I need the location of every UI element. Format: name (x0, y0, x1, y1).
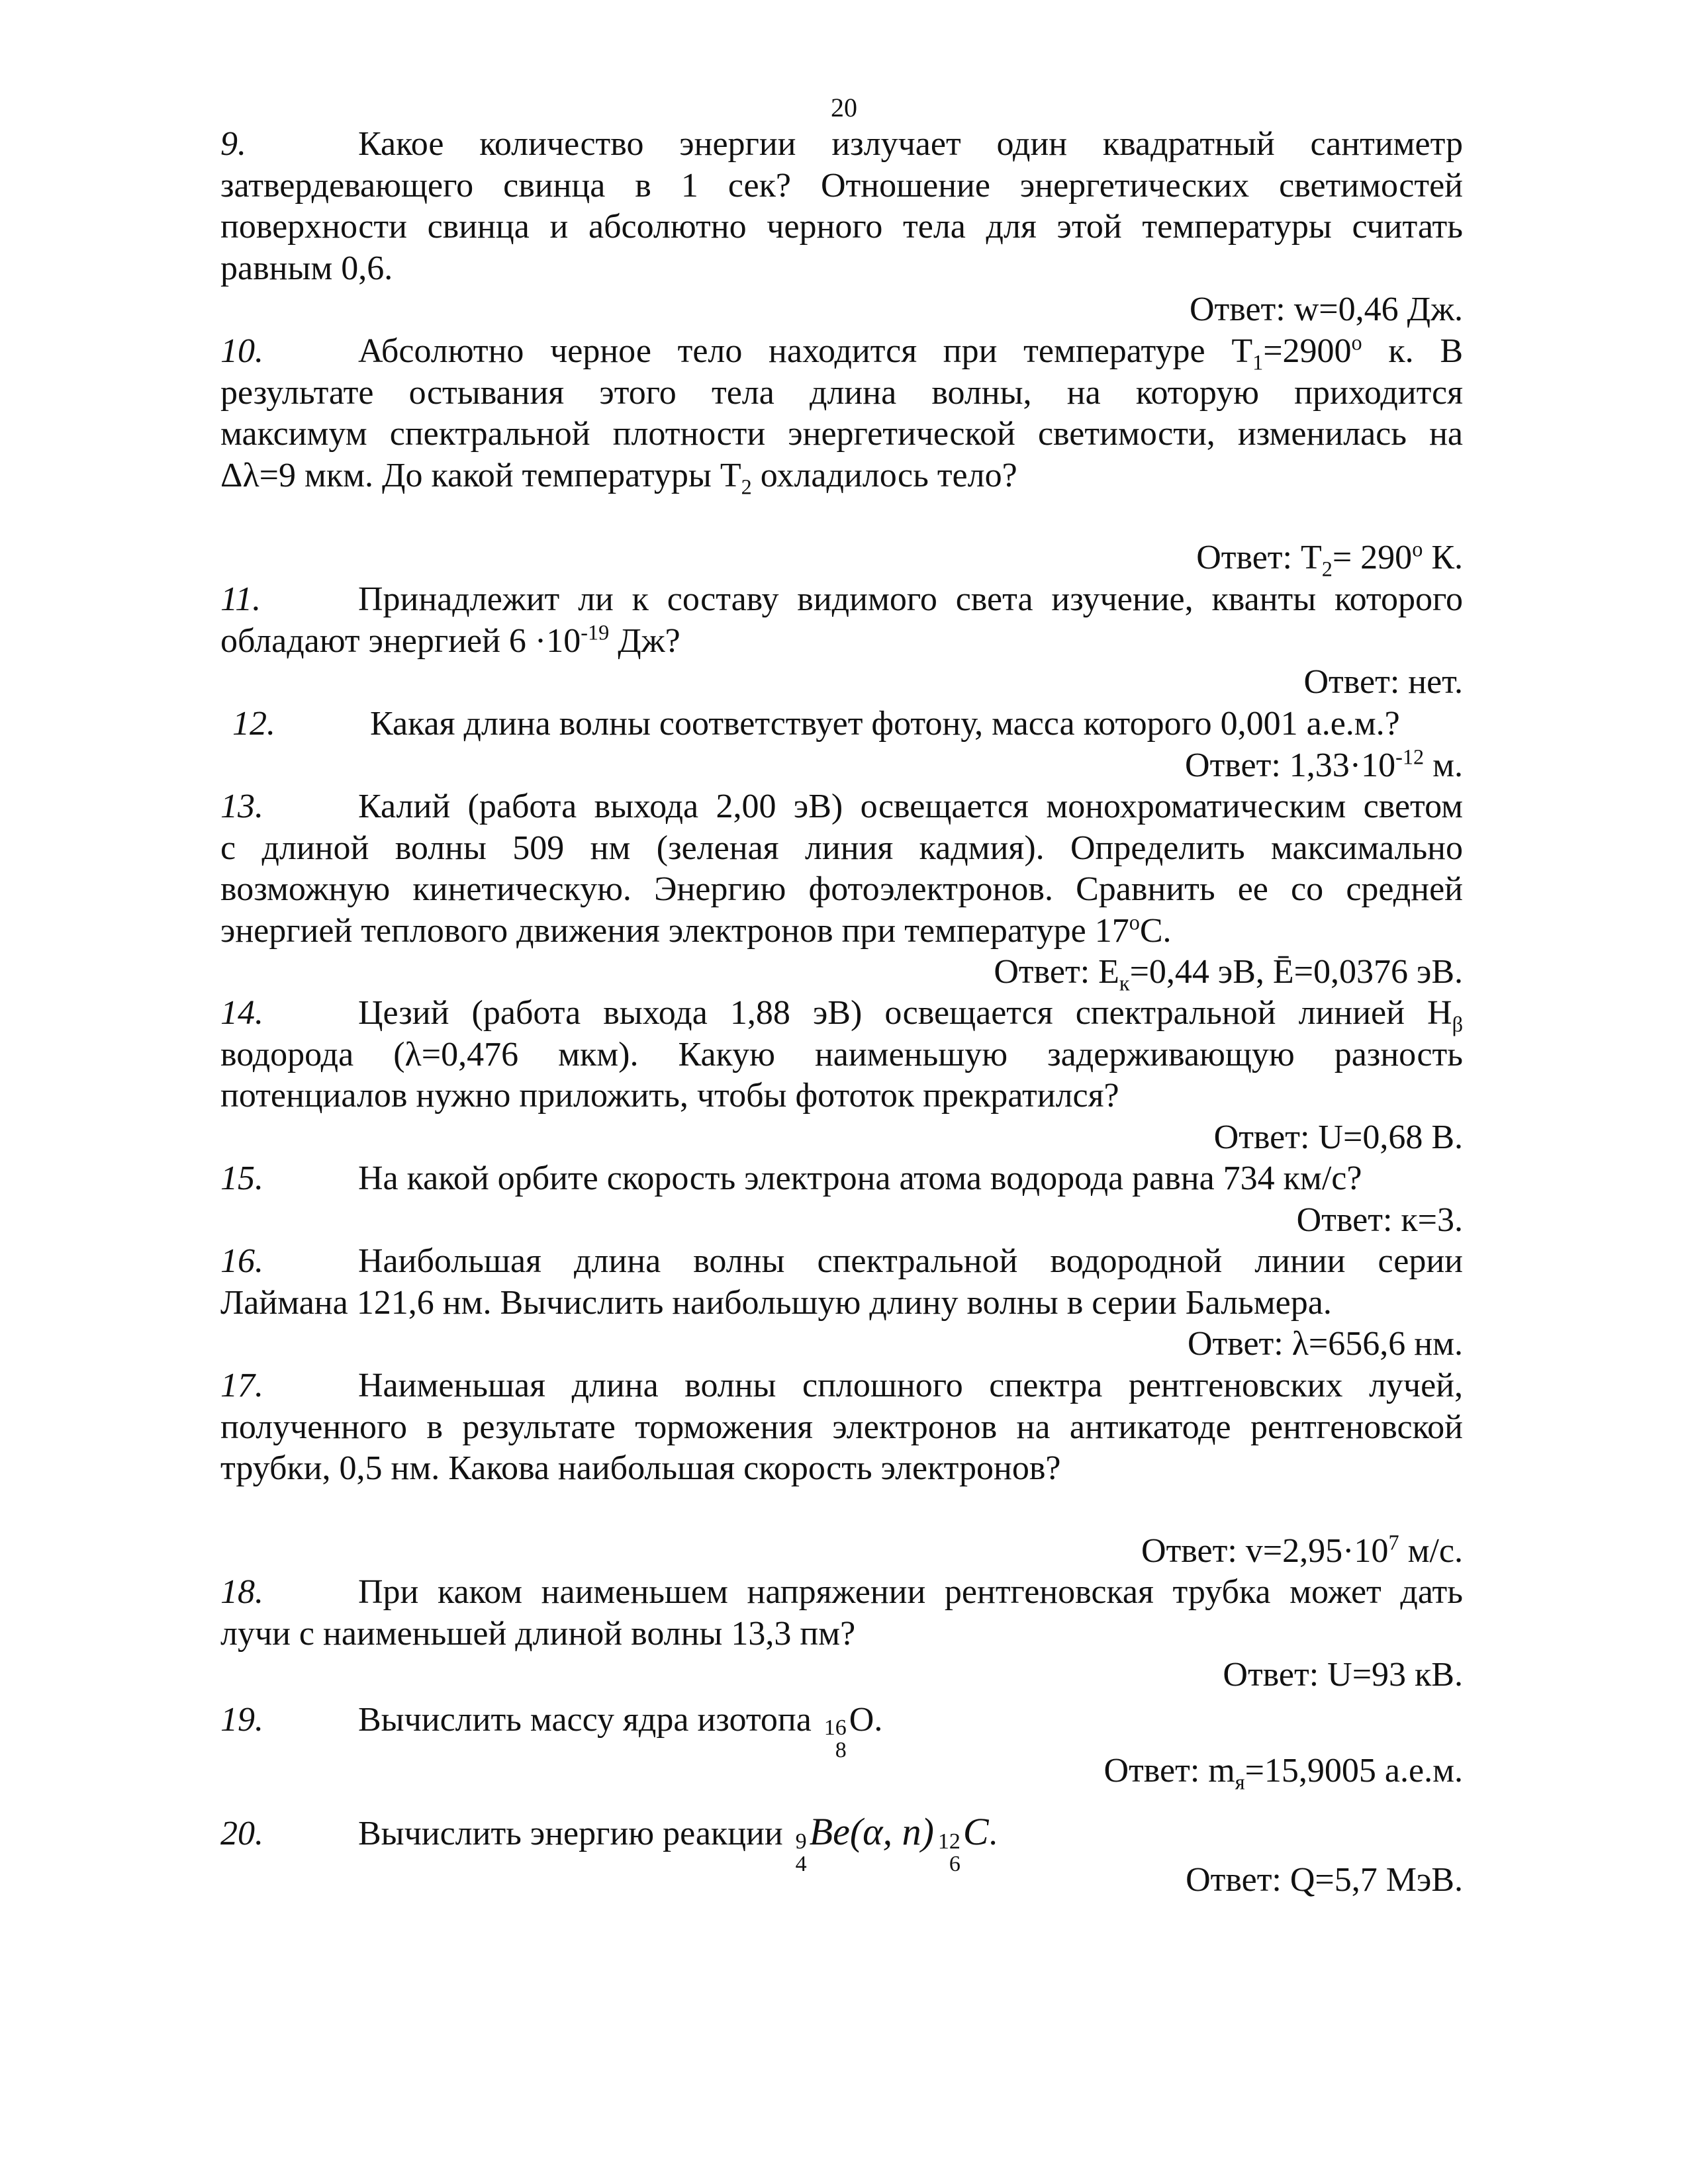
problem-text-line: 13. Калий (работа выхода 2,00 эВ) освещается монохроматическим светом (220, 786, 1463, 828)
problem-20 (220, 1811, 1463, 1901)
answer: Ответ: $v=2,95\cdot 10^7$ м/с. (1141, 1530, 1463, 1570)
problem-text-line: поверхности свинца и абсолютно черного тела для этой температуры считать (220, 208, 1463, 246)
problem-number: 12. (232, 705, 275, 743)
problem-text-line: энергией теплового движения электронов при температуре 17$^o$С. (220, 910, 1172, 950)
problem-number: 17. (220, 1367, 263, 1404)
problem-number: 18. (220, 1573, 263, 1611)
problem-18 (220, 1572, 1463, 1696)
answer: Ответ: нет. (1303, 663, 1463, 701)
problem-16 (220, 1241, 1463, 1365)
answer: Ответ: $1,33\cdot 10^{-12}$ м. (1185, 745, 1463, 784)
problem-text-line: трубки, 0,5 нм. Какова наибольшая скорость электронов? (220, 1449, 1061, 1487)
isotope-notation: 16 8 (823, 1715, 847, 1762)
answer: Ответ: U=0,68 В. (1213, 1118, 1463, 1156)
answer: Ответ: Q=5,7 МэВ. (1186, 1860, 1463, 1899)
nuclide-be: 9 4 (795, 1829, 807, 1876)
problem-text-line: 12. Какая длина волны соответствует фотону, масса которого 0,001 а.е.м.? (220, 704, 1463, 745)
problem-text-line: 17. Наименьшая длина волны сплошного спектра рентгеновских лучей, (220, 1365, 1463, 1407)
problem-text-line: обладают энергией $6 \cdot 10^{-19}$ Дж? (220, 620, 680, 660)
problem-number: 10. (220, 332, 263, 370)
problem-text-line: максимум спектральной плотности энергетической светимости, изменилась на (220, 415, 1463, 453)
problem-text-line: 10. Абсолютно черное тело находится при температуре $T_1=2900^o$ к. В (220, 330, 1464, 375)
problem-17 (220, 1365, 1463, 1572)
problem-12 (220, 704, 1463, 786)
problem-19 (220, 1700, 1463, 1792)
problem-13 (220, 786, 1463, 993)
problem-number: 19. (220, 1701, 263, 1739)
answer: Ответ: к=3. (1296, 1201, 1463, 1239)
problem-text-line: Δλ=9 мкм. До какой температуры $T_2$ охладилось тело? (220, 456, 1017, 498)
reaction-formula: (α, n) (849, 1810, 934, 1853)
problem-text-line: 9. Какое количество энергии излучает один квадратный сантиметр (220, 124, 1463, 165)
problem-text-line: полученного в результате торможения электронов на антикатоде рентгеновской (220, 1408, 1463, 1446)
answer: Ответ: U=93 кВ. (1223, 1656, 1463, 1694)
problem-text-line: 16. Наибольшая длина волны спектральной водородной линии серии (220, 1241, 1463, 1283)
problem-text-line: равным 0,6. (220, 249, 393, 287)
problem-text-line: 19. Вычислить массу ядра изотопа 16 8 O. (220, 1701, 883, 1762)
answer: Ответ: w=0,46 Дж. (1189, 291, 1463, 328)
answer: Ответ: $T_2= 290^o$ К. (1196, 537, 1463, 581)
problem-text-line: водорода (λ=0,476 мкм). Какую наименьшую задерживающую разность (220, 1035, 1463, 1073)
answer: Ответ: λ=656,6 нм. (1187, 1325, 1463, 1363)
problem-text-line: 18. При каком наименьшем напряжении рентгеновская трубка может дать (220, 1572, 1463, 1614)
problem-text-line: 14. Цезий (работа выхода 1,88 эВ) освещается спектральной линией $H_\beta$ (220, 994, 1463, 1036)
problem-number: 16. (220, 1242, 263, 1280)
problem-number: 9. (220, 125, 246, 163)
problem-number: 13. (220, 788, 263, 825)
problem-number: 11. (220, 580, 261, 618)
problem-10 (220, 331, 1463, 579)
problem-text-line: возможную кинетическую. Энергию фотоэлектронов. Сравнить ее со средней (220, 870, 1463, 908)
answer: Ответ: $m_я=15,9005$ а.е.м. (1103, 1751, 1463, 1794)
nuclide-c: 12 6 (937, 1829, 961, 1876)
problem-15 (220, 1158, 1463, 1241)
problem-text-line: с длиной волны 509 нм (зеленая линия кадмия). Определить максимально (220, 829, 1463, 867)
problem-text-line: лучи с наименьшей длиной волны 13,3 пм? (220, 1614, 856, 1653)
problem-text-line: затвердевающего свинца в 1 сек? Отношение энергетических светимостей (220, 166, 1463, 205)
answer: Ответ: $E_к=0,44$ эВ, Ē=0,0376 эВ. (994, 953, 1463, 995)
problem-text-line: 11. Принадлежит ли к составу видимого света изучение, кванты которого (220, 579, 1463, 621)
problem-11 (220, 579, 1463, 704)
problem-text-line: результате остывания этого тела длина волны, на которую приходится (220, 373, 1463, 412)
problem-number: 14. (220, 994, 263, 1032)
problem-number: 20. (220, 1815, 263, 1852)
problem-number: 15. (220, 1160, 263, 1197)
problem-text-line: 20. Вычислить энергию реакции 9 4 Be(α, n) 12 6 C. (220, 1810, 998, 1876)
problem-text-line: Лаймана 121,6 нм. Вычислить наибольшую длину волны в серии Бальмера. (220, 1283, 1332, 1322)
problem-text-line: потенциалов нужно приложить, чтобы фототок прекратился? (220, 1077, 1119, 1115)
problem-9 (220, 124, 1463, 331)
page-number: 20 (831, 93, 857, 122)
problem-text-line: 15. На какой орбите скорость электрона атома водорода равна 734 км/с? (220, 1158, 1463, 1200)
problem-14 (220, 993, 1463, 1158)
